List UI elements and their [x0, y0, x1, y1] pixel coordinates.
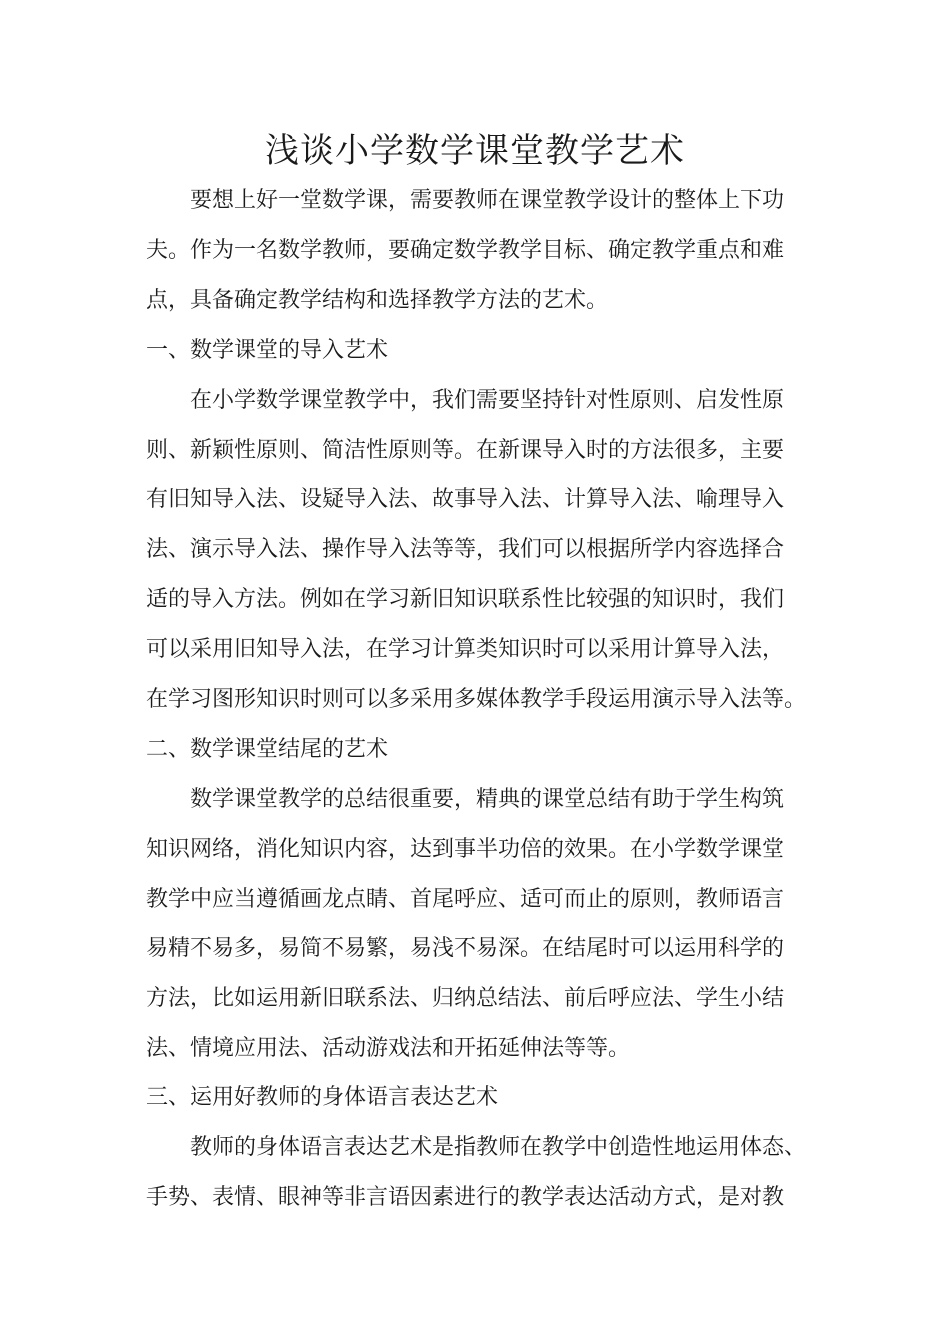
paragraph-line: 夫。作为一名数学教师，要确定数学教学目标、确定教学重点和难 [146, 238, 785, 263]
paragraph-line: 可以采用旧知导入法，在学习计算类知识时可以采用计算导入法， [146, 637, 785, 662]
paragraph-line: 易精不易多，易简不易繁，易浅不易深。在结尾时可以运用科学的 [146, 936, 785, 961]
paragraph-line: 法、演示导入法、操作导入法等等，我们可以根据所学内容选择合 [146, 537, 785, 562]
paragraph-line: 在小学数学课堂教学中，我们需要坚持针对性原则、启发性原 [190, 388, 785, 413]
paragraph-line: 在学习图形知识时则可以多采用多媒体教学手段运用演示导入法等。 [146, 687, 807, 712]
paragraph-line: 方法，比如运用新旧联系法、归纳总结法、前后呼应法、学生小结 [146, 986, 785, 1011]
paragraph-line: 则、新颖性原则、简洁性原则等。在新课导入时的方法很多，主要 [146, 438, 785, 463]
section-heading: 三、运用好教师的身体语言表达艺术 [146, 1085, 499, 1110]
document-title: 浅谈小学数学课堂教学艺术 [265, 131, 685, 171]
paragraph-line: 点，具备确定教学结构和选择教学方法的艺术。 [146, 288, 609, 313]
section-heading: 一、数学课堂的导入艺术 [146, 338, 389, 363]
paragraph-line: 数学课堂教学的总结很重要，精典的课堂总结有助于学生构筑 [190, 787, 785, 812]
paragraph-line: 教学中应当遵循画龙点睛、首尾呼应、适可而止的原则，教师语言 [146, 887, 785, 912]
section-heading: 二、数学课堂结尾的艺术 [146, 737, 389, 762]
paragraph-line: 适的导入方法。例如在学习新旧知识联系性比较强的知识时，我们 [146, 587, 785, 612]
paragraph-line: 法、情境应用法、活动游戏法和开拓延伸法等等。 [146, 1036, 631, 1061]
paragraph-line: 知识网络，消化知识内容，达到事半功倍的效果。在小学数学课堂 [146, 837, 785, 862]
paragraph-line: 手势、表情、眼神等非言语因素进行的教学表达活动方式，是对教 [146, 1185, 785, 1210]
paragraph-line: 要想上好一堂数学课，需要教师在课堂教学设计的整体上下功 [190, 188, 785, 213]
paragraph-line: 有旧知导入法、设疑导入法、故事导入法、计算导入法、喻理导入 [146, 487, 785, 512]
paragraph-line: 教师的身体语言表达艺术是指教师在教学中创造性地运用体态、 [190, 1135, 807, 1160]
